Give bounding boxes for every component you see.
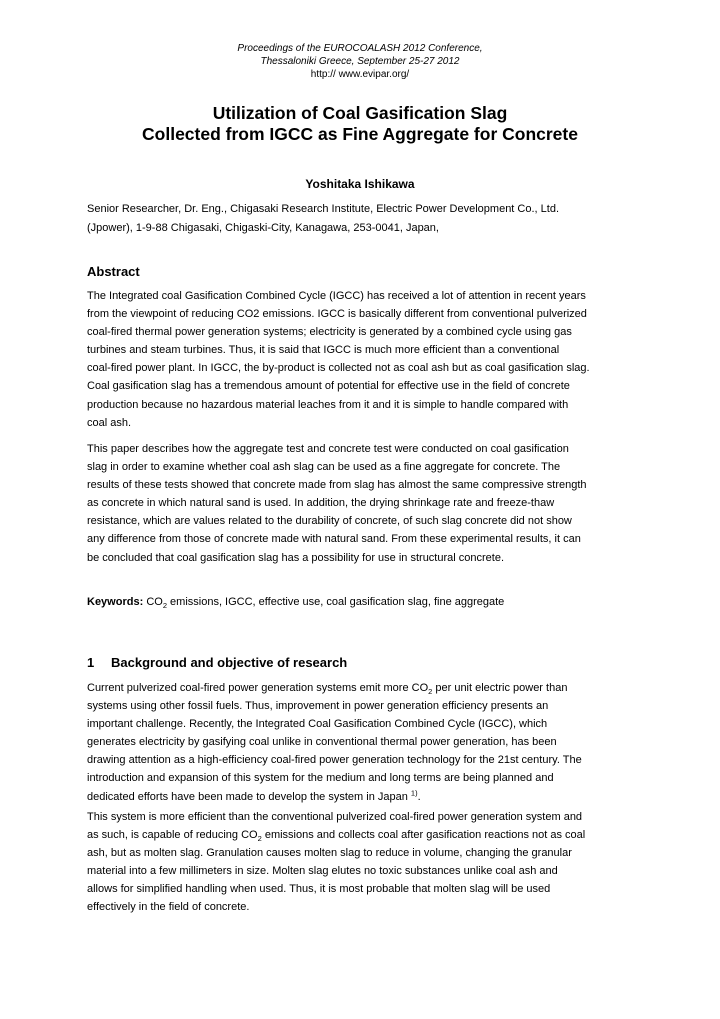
section-p2-line: effectively in the field of concrete. xyxy=(87,901,250,914)
abstract-p1-line: coal ash. xyxy=(87,416,132,429)
keywords-co-subscript: 2 xyxy=(162,601,167,611)
author-affiliation xyxy=(87,200,647,238)
keywords-line xyxy=(87,596,505,611)
keywords-co: CO xyxy=(146,596,163,608)
co2-subscript: 2 xyxy=(428,687,433,697)
header-line-1: Proceedings of the EUROCOALASH 2012 Conference, xyxy=(237,43,483,54)
abstract-p2-line: results of these tests showed that concrete made from slag has almost the same compressive strength xyxy=(87,479,587,492)
section-p1-line xyxy=(87,679,647,697)
text-fragment: emissions and collects coal after gasification reactions not as coal xyxy=(261,829,586,842)
abstract-p2-line: any difference from those of concrete made with natural sand. From these experimental results, it can xyxy=(87,533,581,546)
section-p1-line: systems using other fossil fuels. Thus, improvement in power generation efficiency presents an xyxy=(87,700,549,713)
section-p2-line: This system is more efficient than the conventional pulverized coal-fired power generation system and xyxy=(87,811,583,823)
affiliation-line-1: Senior Researcher, Dr. Eng., Chigasaki Research Institute, Electric Power Development Co., Ltd. xyxy=(87,203,559,215)
section-p2-line: ash, but as molten slag. Granulation causes molten slag to reduce in volume, changing the granular xyxy=(87,847,572,860)
abstract-p1-line: The Integrated coal Gasification Combined Cycle (IGCC) has received a lot of attention in recent years xyxy=(87,290,586,302)
abstract-p2-line: resistance, which are values related to the durability of concrete, of such slag concrete did not show xyxy=(87,515,572,528)
abstract-p2-line: as concrete in which natural sand is used. In addition, the drying shrinkage rate and freeze-thaw xyxy=(87,497,555,510)
abstract-p1-line: from the viewpoint of reducing CO2 emissions. IGCC is basically different from conventional pulverized xyxy=(87,308,587,321)
abstract-p1-line: coal-fired power plant. In IGCC, the by-product is collected not as coal ash but as coal gasification slag. xyxy=(87,362,590,375)
abstract-p1-line: Coal gasification slag has a tremendous amount of potential for effective use in the field of concrete xyxy=(87,380,570,393)
keywords-list: emissions, IGCC, effective use, coal gasification slag, fine aggregate xyxy=(166,596,505,608)
title-line-2: Collected from IGCC as Fine Aggregate for Concrete xyxy=(142,124,578,144)
abstract-p2-line: be concluded that coal gasification slag has a possibility for use in structural concrete. xyxy=(87,551,505,564)
header-line-2: Thessaloniki Greece, September 25-27 2012 xyxy=(260,56,460,67)
section-p2-line: allows for simplified handling when used. Thus, it is most probable that molten slag will be used xyxy=(87,883,551,896)
section-1-paragraph-2 xyxy=(87,808,647,917)
section-p1-line: important challenge. Recently, the Integrated Coal Gasification Combined Cycle (IGCC), which xyxy=(87,718,548,731)
text-fragment: per unit electric power than xyxy=(432,682,568,694)
text-fragment: as such, is capable of reducing CO xyxy=(87,829,258,842)
abstract-paragraph-1 xyxy=(87,287,647,432)
abstract-p1-line: coal-fired thermal power generation systems; electricity is generated by a combined cycle using gas xyxy=(87,326,572,339)
section-title: Background and objective of research xyxy=(111,655,348,670)
section-p1-line xyxy=(87,788,647,806)
section-p1-line: generates electricity by gasifying coal unlike in conventional thermal power generation, has been xyxy=(87,736,557,749)
text-fragment: Current pulverized coal-fired power generation systems emit more CO xyxy=(87,682,429,694)
affiliation-line-2: (Jpower), 1-9-88 Chigasaki, Chigaski-City, Kanagawa, 253-0041, Japan, xyxy=(87,222,439,234)
section-p2-line xyxy=(87,826,647,844)
section-p1-line: introduction and expansion of this system for the medium and long terms are being planned and xyxy=(87,772,554,785)
keywords-label: Keywords: xyxy=(87,596,144,608)
abstract-p2-line: slag in order to examine whether coal ash slag can be used as a fine aggregate for concrete. The xyxy=(87,461,561,474)
text-fragment: . xyxy=(417,790,421,803)
co2-subscript: 2 xyxy=(257,834,262,844)
conference-header xyxy=(0,42,720,81)
section-p1-line: drawing attention as a high-efficiency coal-fired power generation technology for the 21st century. The xyxy=(87,754,582,767)
section-1-heading xyxy=(87,655,347,670)
text-fragment: dedicated efforts have been made to develop the system in Japan xyxy=(87,790,411,803)
abstract-heading: Abstract xyxy=(87,264,140,279)
title-line-1: Utilization of Coal Gasification Slag xyxy=(212,103,508,123)
author-name: Yoshitaka Ishikawa xyxy=(305,177,415,191)
abstract-p1-line: turbines and steam turbines. Thus, it is said that IGCC is much more efficient than a conventional xyxy=(87,344,560,357)
paper-title xyxy=(0,103,720,145)
abstract-paragraph-2 xyxy=(87,440,647,567)
section-1-paragraph-1 xyxy=(87,679,647,806)
header-url[interactable]: http:// www.evipar.org/ xyxy=(310,69,410,80)
abstract-p2-line: This paper describes how the aggregate test and concrete test were conducted on coal gasification xyxy=(87,443,569,455)
abstract-p1-line: production because no hazardous material leaches from it and it is simple to handle compared with xyxy=(87,398,569,411)
reference-superscript[interactable]: 1) xyxy=(410,787,418,797)
section-p2-line: material into a few millimeters in size. Molten slag elutes no toxic substances unlike coal ash and xyxy=(87,865,558,878)
section-number: 1 xyxy=(87,655,95,670)
